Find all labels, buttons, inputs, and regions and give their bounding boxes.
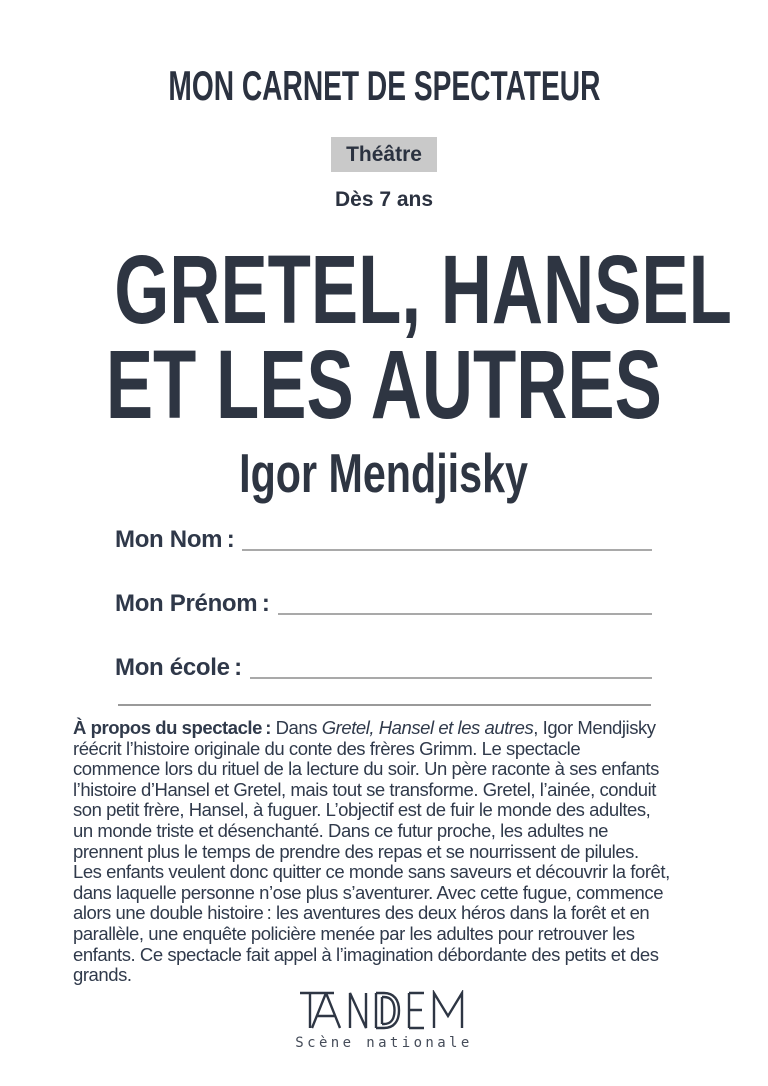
age-label: Dès 7 ans (334, 188, 434, 211)
form-row-nom (115, 525, 652, 554)
show-author: Igor Mendjisky (239, 442, 529, 504)
prenom-label: Mon Prénom : (115, 590, 270, 617)
section-divider (118, 704, 651, 706)
footer (0, 990, 768, 1051)
show-title-line-2: ET LES AUTRES (105, 330, 663, 439)
nom-input-line[interactable] (242, 529, 652, 551)
page-title: MON CARNET DE SPECTATEUR (167, 62, 600, 109)
tandem-logo (300, 990, 468, 1030)
logo-subtitle: Scène nationale (295, 1034, 473, 1051)
show-title-line-1: GRETEL, HANSEL (114, 235, 732, 344)
about-paragraph: À propos du spectacle : Dans Gretel, Hansel et les autres, Igor Mendjisky réécrit l’histoire originale du conte des frères Grimm. Le spectacle commence lors du rituel de la lecture du soir. Un père raconte à ses enfants l’histoire d’Hansel et Gretel, mais tout se transforme. Gretel, l’ainée, conduit son petit frère, Hansel, à fuguer. L’objectif est de fuir le monde des adultes, un monde triste et désenchanté. Dans ce futur proche, les adultes ne prennent plus le temps de prendre des repas et se nourrissent de pilules. Les enfants veulent donc quitter ce monde sans saveurs et découvrir la forêt, dans laquelle personne n’ose plus s’aventurer. Avec cette fugue, commence alors une double histoire : les aventures des deux héros dans la forêt et en parallèle, une enquête policière menée par les adultes pour retrouver les enfants. Ce spectacle fait appel à l’imagination débordante des petits et des grands. (73, 717, 670, 986)
category-badge: Théâtre (331, 137, 437, 172)
show-title (0, 235, 768, 439)
ecole-input-line[interactable] (250, 657, 652, 679)
ecole-label: Mon école : (115, 654, 242, 681)
form-row-ecole (115, 653, 652, 682)
spectator-form (115, 525, 652, 682)
form-row-prenom (115, 589, 652, 618)
nom-label: Mon Nom : (115, 526, 235, 553)
prenom-input-line[interactable] (278, 593, 652, 615)
